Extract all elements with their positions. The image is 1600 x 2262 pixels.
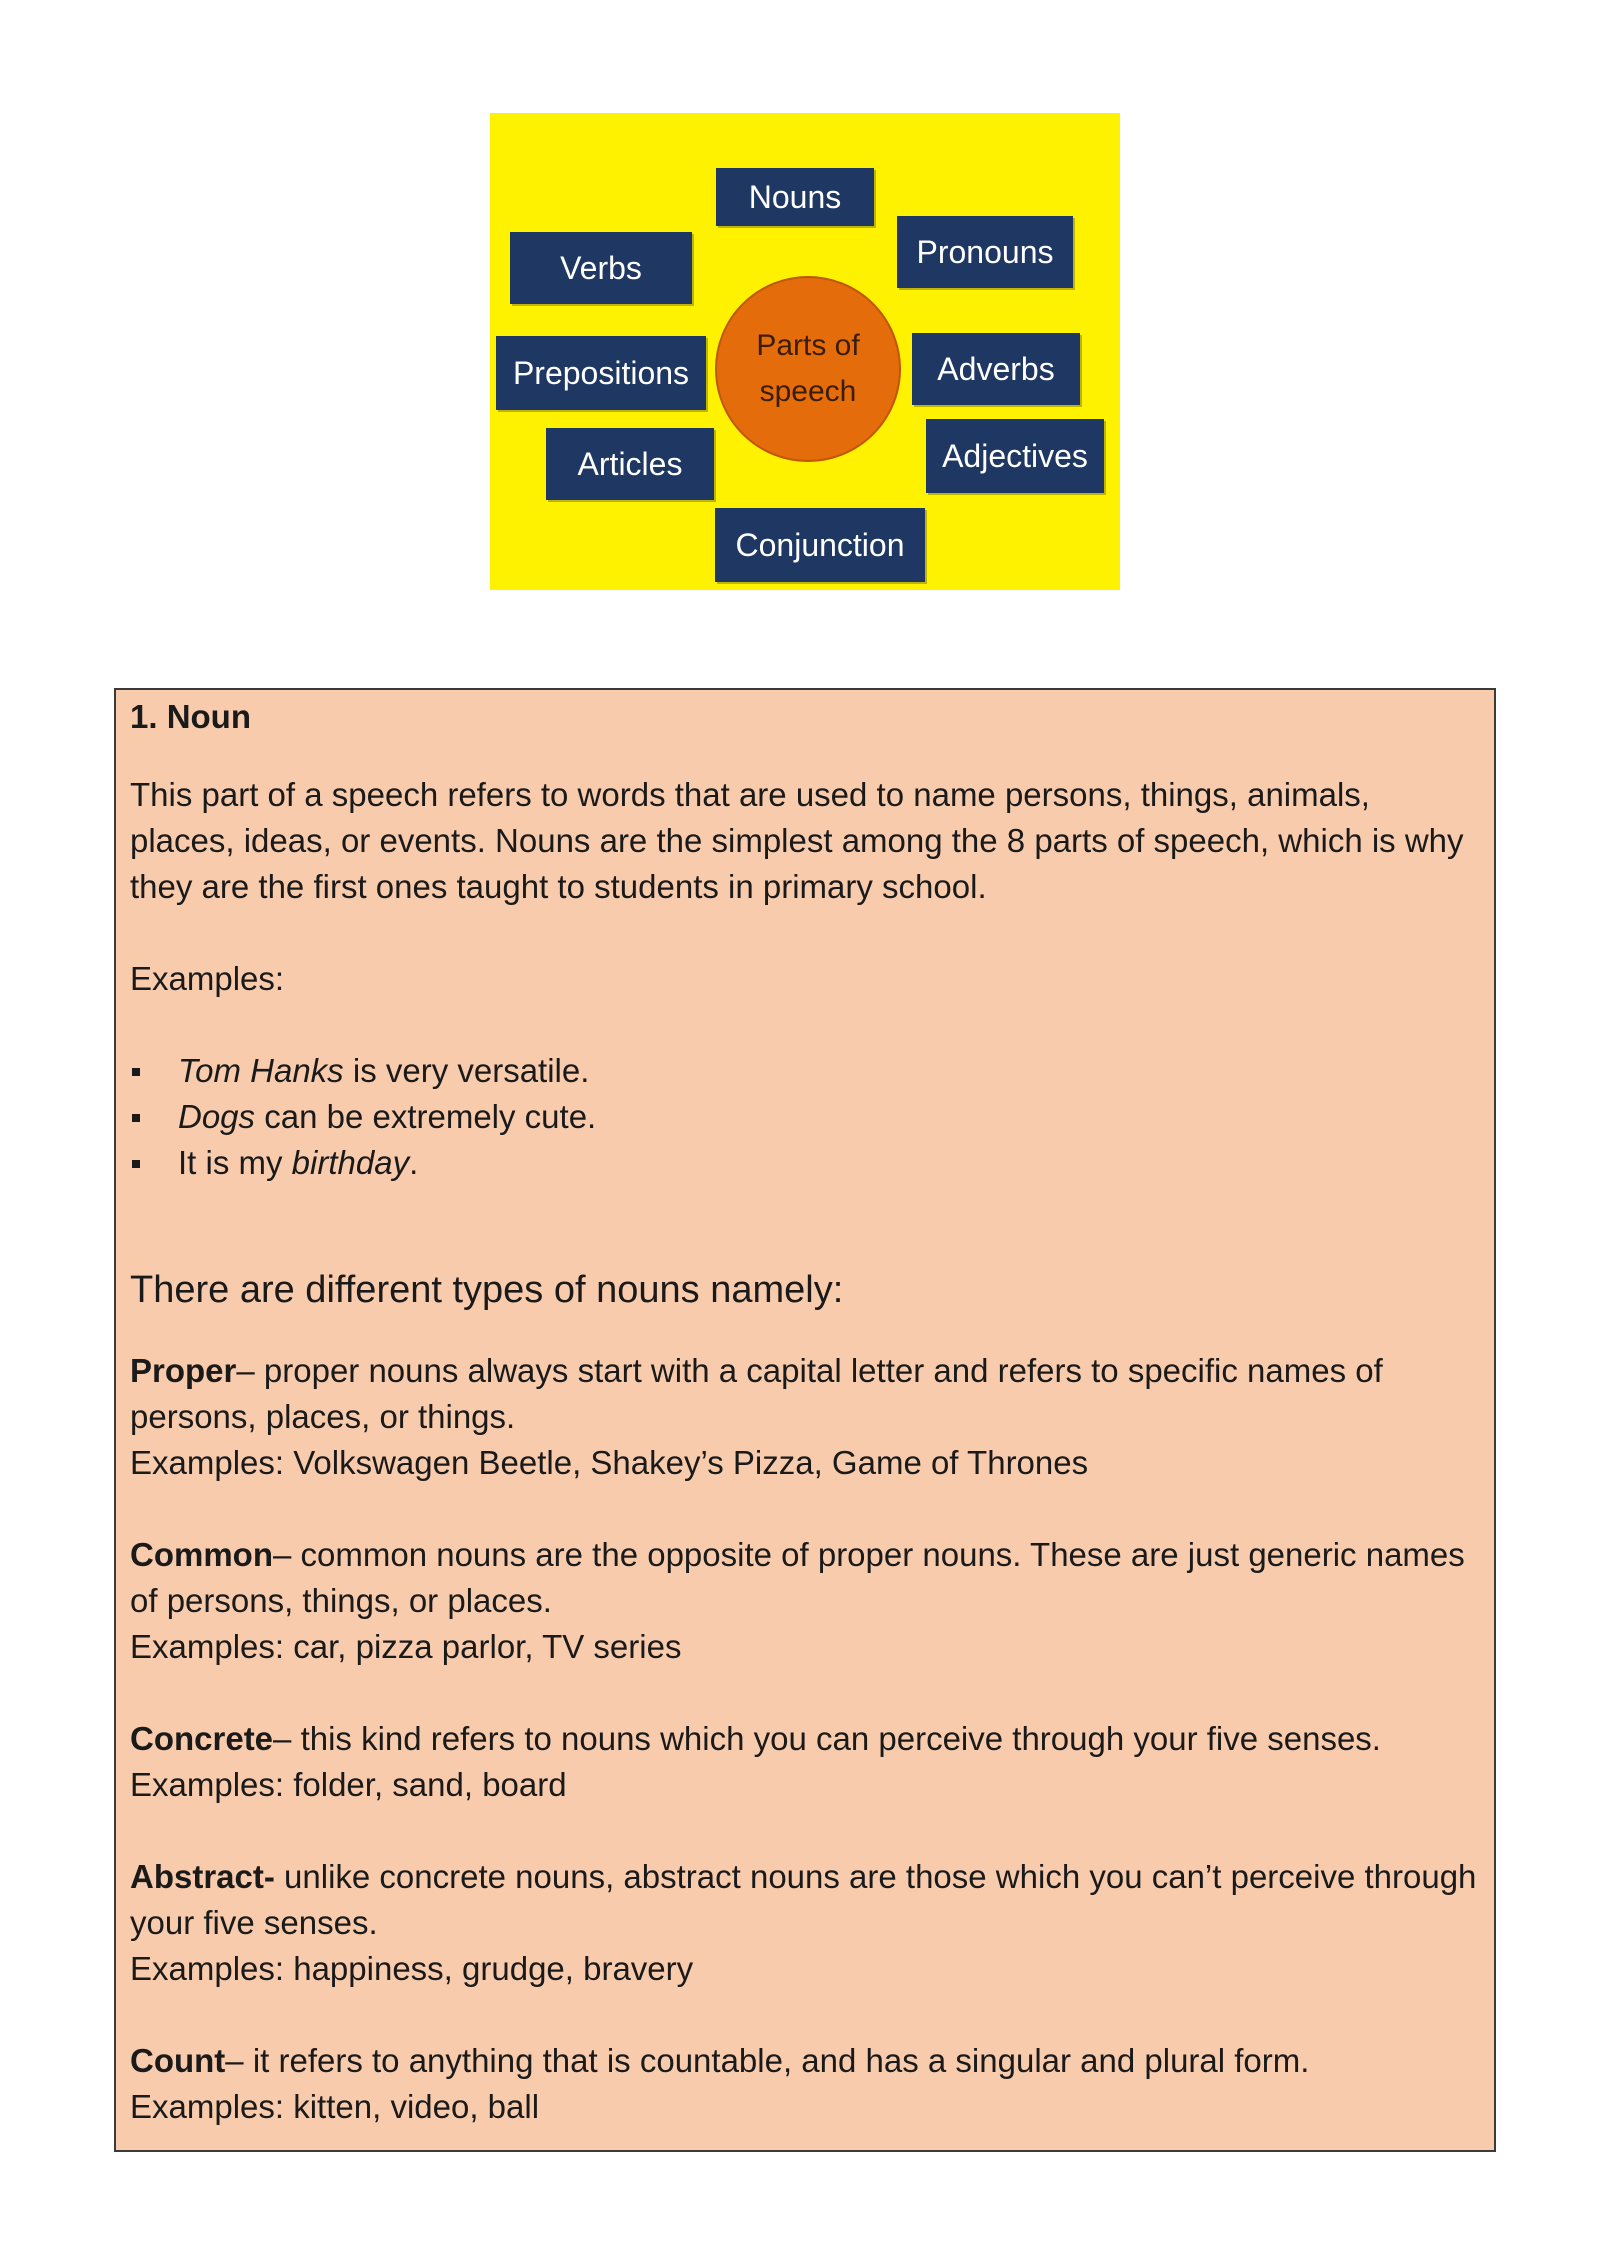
example-pre: It is my — [178, 1144, 292, 1181]
type-examples: Examples: happiness, grudge, bravery — [130, 1950, 694, 1987]
center-circle — [715, 276, 901, 462]
parts-of-speech-diagram — [490, 113, 1120, 590]
type-term: Proper — [130, 1352, 237, 1389]
type-term: Count — [130, 2042, 226, 2079]
type-definition — [130, 1532, 1480, 1624]
box-articles: Articles — [546, 428, 714, 500]
type-examples: Examples: car, pizza parlor, TV series — [130, 1628, 682, 1665]
type-term: Concrete — [130, 1720, 274, 1757]
list-item — [130, 1048, 1480, 1094]
box-conjunction: Conjunction — [715, 508, 925, 582]
type-definition — [130, 2038, 1480, 2084]
noun-section — [114, 688, 1496, 2152]
type-desc: unlike concrete nouns, abstract nouns are those which you can’t perceive through your five senses. — [130, 1858, 1477, 1941]
box-adjectives: Adjectives — [926, 419, 1104, 493]
box-verbs: Verbs — [510, 232, 692, 304]
type-examples: Examples: kitten, video, ball — [130, 2088, 540, 2125]
example-italic: Tom Hanks — [178, 1052, 344, 1089]
box-adverbs: Adverbs — [912, 333, 1080, 405]
box-pronouns: Pronouns — [897, 216, 1073, 288]
type-desc: – this kind refers to nouns which you can perceive through your five senses. — [273, 1720, 1381, 1757]
type-examples: Examples: Volkswagen Beetle, Shakey’s Pizza, Game of Thrones — [130, 1444, 1089, 1481]
box-prepositions: Prepositions — [496, 336, 706, 410]
center-label-line1: Parts of — [756, 329, 860, 362]
type-term: Abstract- — [130, 1858, 275, 1895]
box-nouns: Nouns — [716, 168, 874, 226]
example-italic: Dogs — [178, 1098, 256, 1135]
list-item — [130, 1140, 1480, 1186]
intro-paragraph: This part of a speech refers to words that are used to name persons, things, animals, places, ideas, or events. Nouns are the simplest among the 8 parts of speech, which is why they are the first ones taught to students in primary school. — [130, 776, 1464, 905]
type-definition — [130, 1854, 1480, 1946]
type-desc: – it refers to anything that is countable, and has a singular and plural form. — [225, 2042, 1310, 2079]
example-rest: . — [409, 1144, 419, 1181]
section-heading: 1. Noun — [130, 698, 251, 735]
type-definition — [130, 1348, 1480, 1440]
examples-list — [130, 1048, 1480, 1186]
example-rest: can be extremely cute. — [255, 1098, 597, 1135]
examples-label: Examples: — [130, 960, 285, 997]
list-item — [130, 1094, 1480, 1140]
center-label-line2: speech — [759, 375, 857, 408]
type-desc: – common nouns are the opposite of proper nouns. These are just generic names of persons, things, or places. — [130, 1536, 1465, 1619]
type-term: Common — [130, 1536, 273, 1573]
type-desc: – proper nouns always start with a capital letter and refers to specific names of persons, places, or things. — [130, 1352, 1383, 1435]
example-italic: birthday — [291, 1144, 410, 1181]
types-heading: There are different types of nouns namely: — [130, 1269, 844, 1311]
type-definition — [130, 1716, 1480, 1762]
example-rest: is very versatile. — [343, 1052, 590, 1089]
type-examples: Examples: folder, sand, board — [130, 1766, 567, 1803]
